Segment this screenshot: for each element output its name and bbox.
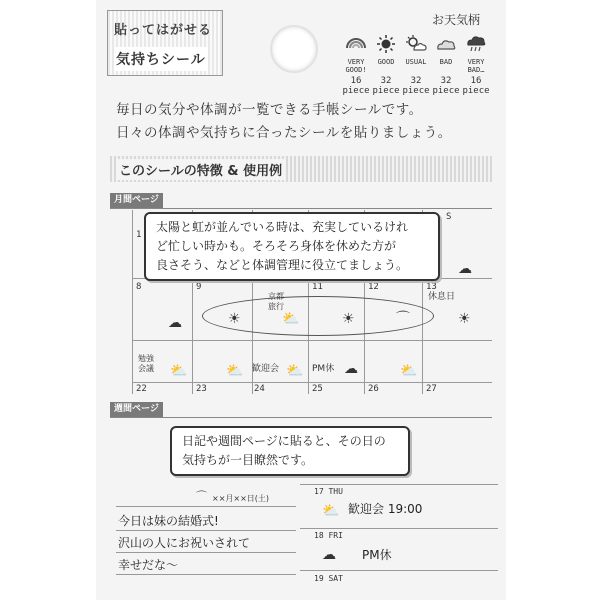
sun-cloud-icon: ⛅ (226, 363, 244, 379)
diary-line-1: 今日は妹の結婚式! (118, 514, 219, 528)
header-day: S (446, 212, 452, 222)
section-header: このシールの特徴 & 使用例 (110, 156, 492, 182)
week-day-sat: 19 SAT (314, 574, 343, 583)
day-12: 12 (368, 282, 379, 292)
day-24: 24 (254, 384, 265, 394)
diary-line-3: 幸せだな〜 (118, 558, 179, 572)
sun-icon: ☀ (342, 311, 355, 327)
day-13: 13 (426, 282, 437, 292)
day-22: 22 (136, 384, 147, 394)
note-holiday: 休息日 (428, 292, 456, 302)
weekly-bubble: 日記や週間ページに貼ると、その日の 気持ちが一目瞭然です。 (170, 426, 410, 476)
weather-very-bad: VERY BAD… 16 piece (456, 34, 496, 96)
note-pm-off: PM休 (312, 364, 335, 374)
sun-cloud-icon: ⛅ (170, 363, 188, 379)
sun-icon: ☀ (228, 311, 241, 327)
rainbow-icon: ⌒ (396, 311, 410, 327)
storm-cloud-icon: ☁ (344, 361, 358, 377)
diary-line-2: 沢山の人にお祝いされて (118, 536, 251, 550)
title-line2: 気持ちシール (114, 47, 208, 71)
rainbow-icon: ⌒ (196, 490, 207, 503)
storm-cloud-icon (456, 34, 496, 56)
day-26: 26 (368, 384, 379, 394)
day-11: 11 (312, 282, 323, 292)
sun-icon: ☀ (458, 311, 471, 327)
weather-very-good: VERY GOOD! 16 piece (336, 34, 376, 96)
weather-title: お天気柄 (432, 13, 481, 27)
weekly-tag: 週間ページ (110, 402, 163, 417)
week-note-thu: 歓迎会 19:00 (348, 502, 423, 516)
day-27: 27 (426, 384, 437, 394)
note-welcome: 歓迎会 (252, 364, 280, 374)
note-meeting: 勉強 会議 (138, 354, 154, 373)
monthly-bubble: 太陽と虹が並んでいる時は、充実しているけれ ど忙しい時かも。そろそろ身体を休めた方が 良さそう、などと体調管理に役立てましょう。 (144, 212, 440, 281)
day-23: 23 (196, 384, 207, 394)
day-8: 8 (136, 282, 142, 292)
cloud-icon: ☁ (168, 315, 182, 331)
sun-cloud-icon: ⛅ (322, 503, 340, 519)
monthly-tag: 月間ページ (110, 193, 163, 208)
sun-cloud-icon: ⛅ (400, 363, 418, 379)
weather-bad: BAD 32 piece (426, 34, 466, 96)
week-day-fri: 18 FRI (314, 531, 343, 540)
hang-hole (270, 25, 318, 73)
weather-good: GOOD 32 piece (366, 34, 406, 96)
note-trip: 京都 旅行 (268, 292, 284, 311)
weather-usual: USUAL 32 piece (396, 34, 436, 96)
cloud-icon: ☁ (458, 261, 472, 277)
diary-date: ××月××日(土) (212, 494, 270, 503)
week-day-thu: 17 THU (314, 487, 343, 496)
sun-cloud-icon: ⛅ (286, 363, 304, 379)
storm-cloud-icon: ☁ (322, 547, 336, 563)
day-9: 9 (196, 282, 202, 292)
description: 毎日の気分や体調が一覧できる手帳シールです。 日々の体調や気持ちに合ったシールを貼りましょう。 (116, 102, 452, 141)
sun-cloud-icon: ⛅ (282, 311, 300, 327)
product-title (107, 10, 223, 76)
day-25: 25 (312, 384, 323, 394)
day-1: 1 (136, 230, 142, 240)
week-note-fri: PM休 (362, 548, 392, 562)
title-line1: 貼ってはがせる (114, 23, 213, 38)
